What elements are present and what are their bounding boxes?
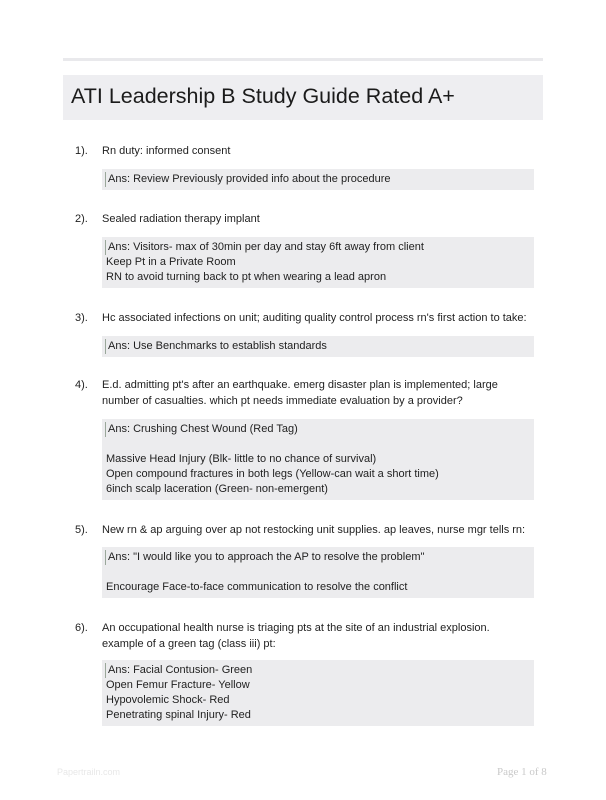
answer-line: Keep Pt in a Private Room (106, 256, 236, 268)
question-number: 3). (75, 312, 88, 324)
question-text: New rn & ap arguing over ap not restocking unit supplies. ap leaves, nurse mgr tells rn: (102, 524, 526, 536)
page-title: ATI Leadership B Study Guide Rated A+ (71, 84, 455, 108)
question-number: 6). (75, 622, 88, 634)
answer-line: Ans: Use Benchmarks to establish standards (105, 339, 528, 354)
answer-box (102, 419, 534, 500)
answer-box (102, 660, 534, 726)
question-text: E.d. admitting pt's after an earthquake. emerg disaster plan is implemented; large number of casualties. which pt needs immediate evaluation by a provider? (102, 379, 498, 407)
answer-box (102, 237, 534, 288)
answer-line (106, 565, 528, 580)
answer-box (102, 169, 534, 190)
answer-line: Ans: Crushing Chest Wound (Red Tag) (105, 422, 528, 437)
answer-line: Ans: Visitors- max of 30min per day and stay 6ft away from client (105, 240, 528, 255)
answer-line: Open Femur Fracture- Yellow (106, 679, 250, 691)
question-text: Sealed radiation therapy implant (102, 213, 260, 225)
question-text: Hc associated infections on unit; auditing quality control process rn's first action to take: (102, 312, 527, 324)
answer-line: Ans: "I would like you to approach the AP to resolve the problem" (105, 550, 528, 565)
answer-box (102, 336, 534, 357)
footer-source-watermark: Papertrailn.com (57, 767, 121, 777)
question-number: 5). (75, 524, 88, 536)
answer-line: Ans: Review Previously provided info about the procedure (105, 172, 528, 187)
answer-line: Encourage Face-to-face communication to resolve the conflict (106, 581, 408, 593)
answer-line: Hypovolemic Shock- Red (106, 694, 230, 706)
answer-box (102, 547, 534, 598)
title-banner (63, 75, 543, 120)
question-text: Rn duty: informed consent (102, 145, 231, 157)
answer-line: RN to avoid turning back to pt when wearing a lead apron (106, 271, 387, 283)
answer-line: 6inch scalp laceration (Green- non-emergent) (106, 483, 328, 495)
question-number: 4). (75, 379, 88, 391)
question-number: 1). (75, 145, 88, 157)
top-divider (63, 58, 543, 61)
answer-line (106, 437, 528, 452)
question-text: An occupational health nurse is triaging pts at the site of an industrial explosion. example of a green tag (class iii) pt: (102, 622, 490, 650)
answer-line: Penetrating spinal Injury- Red (106, 709, 251, 721)
question-number: 2). (75, 213, 88, 225)
page-number: Page 1 of 8 (497, 766, 547, 778)
answer-line: Ans: Facial Contusion- Green (105, 663, 528, 678)
answer-line: Massive Head Injury (Blk- little to no chance of survival) (106, 453, 377, 465)
answer-line: Open compound fractures in both legs (Yellow-can wait a short time) (106, 468, 439, 480)
